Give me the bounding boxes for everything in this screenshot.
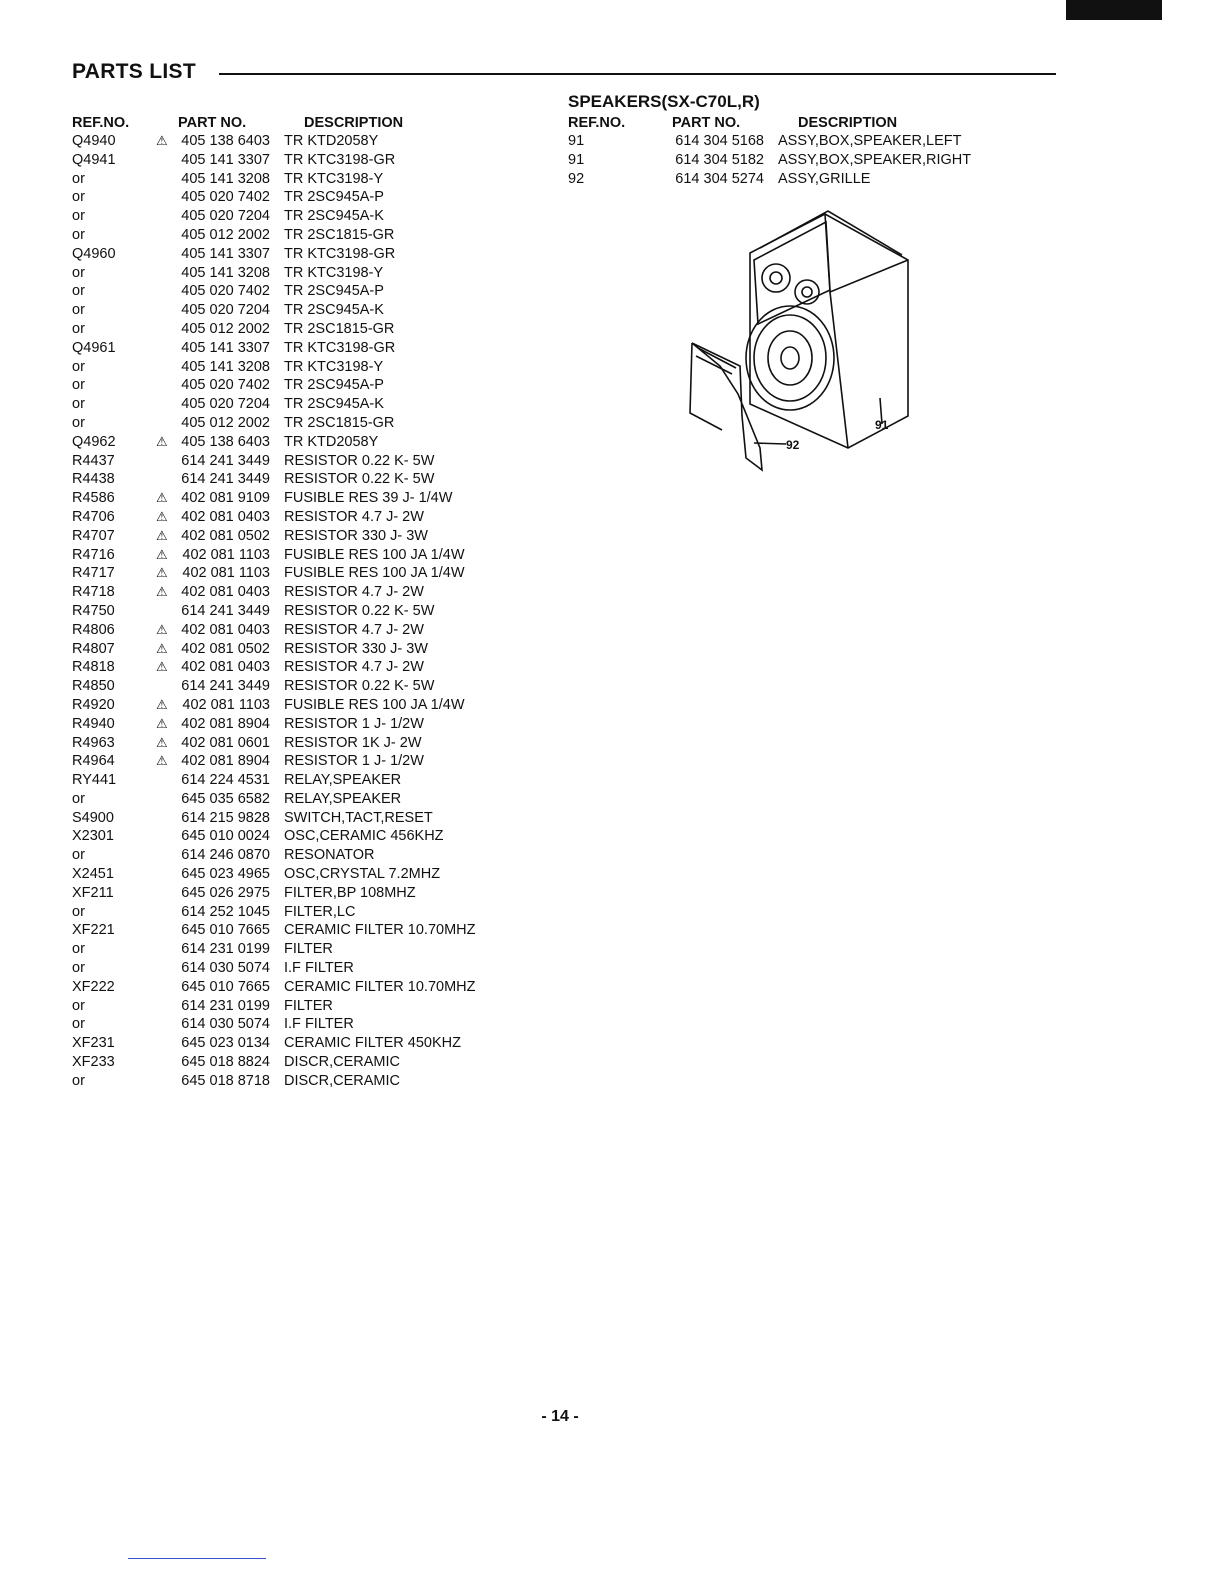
description: SWITCH,TACT,RESET <box>284 809 433 826</box>
ref-no: Q4962 <box>72 433 116 450</box>
table-row <box>72 170 542 189</box>
ref-no: X2301 <box>72 828 114 845</box>
part-no: 645 010 0024 <box>181 828 270 845</box>
description: DISCR,CERAMIC <box>284 1054 401 1071</box>
part-no: 402 081 0502 <box>181 527 270 544</box>
table-row <box>72 132 542 151</box>
tweeter-panel <box>754 222 830 324</box>
part-no: 405 020 7204 <box>181 208 270 225</box>
description: ASSY,BOX,SPEAKER,LEFT <box>778 133 962 149</box>
ref-no: or <box>72 960 85 977</box>
part-no: 405 141 3307 <box>181 339 270 356</box>
table-row <box>72 677 542 696</box>
description: TR 2SC945A-K <box>284 396 384 413</box>
part-no: 402 081 0403 <box>181 508 270 525</box>
table-row <box>72 696 542 715</box>
table-row <box>72 752 542 771</box>
part-no: 402 081 8904 <box>181 715 270 732</box>
table-row <box>72 903 542 922</box>
ref-no: or <box>72 396 85 413</box>
speakers-header-desc: DESCRIPTION <box>798 115 898 131</box>
description: TR KTC3198-GR <box>284 151 396 168</box>
ref-no: or <box>72 208 85 225</box>
table-row <box>72 188 542 207</box>
part-no: 645 010 7665 <box>181 978 270 995</box>
description: FUSIBLE RES 100 JA 1/4W <box>284 565 465 582</box>
part-no: 405 012 2002 <box>181 226 270 243</box>
part-no: 405 020 7402 <box>181 377 270 394</box>
ref-no: or <box>72 1072 85 1089</box>
table-row <box>72 320 542 339</box>
table-row <box>72 264 542 283</box>
table-row <box>72 339 542 358</box>
table-row <box>72 546 542 565</box>
ref-no: or <box>72 903 85 920</box>
description: TR KTC3198-Y <box>284 358 384 375</box>
ref-no: or <box>72 847 85 864</box>
table-row <box>72 827 542 846</box>
table-row <box>72 1072 542 1091</box>
part-no: 645 018 8824 <box>181 1054 270 1071</box>
safety-warning-icon: ⚠ <box>156 715 168 731</box>
part-no: 402 081 9109 <box>181 490 270 507</box>
table-row <box>72 527 542 546</box>
description: RESISTOR 4.7 J- 2W <box>284 621 424 638</box>
ref-no: Q4940 <box>72 133 116 149</box>
table-row <box>72 790 542 809</box>
ref-no: Q4941 <box>72 151 116 168</box>
description: TR KTC3198-Y <box>284 170 384 187</box>
safety-warning-icon: ⚠ <box>156 753 168 769</box>
title-rule <box>219 73 1056 75</box>
table-row <box>72 433 542 452</box>
description: ASSY,BOX,SPEAKER,RIGHT <box>778 151 972 168</box>
grille-panel <box>692 343 762 470</box>
table-row <box>72 489 542 508</box>
part-no: 614 231 0199 <box>181 997 270 1014</box>
part-no: 614 304 5274 <box>675 170 764 187</box>
safety-warning-icon: ⚠ <box>156 584 168 600</box>
ref-no: or <box>72 941 85 958</box>
description: DISCR,CERAMIC <box>284 1072 401 1089</box>
description: FILTER <box>284 941 333 958</box>
description: RESISTOR 0.22 K- 5W <box>284 678 435 695</box>
description: TR KTC3198-GR <box>284 245 396 262</box>
table-row <box>72 715 542 734</box>
table-row <box>72 640 542 659</box>
part-no: 614 304 5168 <box>675 133 764 149</box>
ref-no: R4920 <box>72 696 115 713</box>
table-row <box>72 1015 542 1034</box>
ref-no: or <box>72 414 85 431</box>
table-row <box>568 170 1008 189</box>
description: TR 2SC945A-K <box>284 302 384 319</box>
part-no: 614 231 0199 <box>181 941 270 958</box>
part-no: 402 081 0403 <box>181 659 270 676</box>
ref-no: 92 <box>568 170 585 187</box>
part-no: 402 081 8904 <box>181 753 270 770</box>
description: ASSY,GRILLE <box>778 170 871 187</box>
ref-no: R4586 <box>72 490 115 507</box>
main-parts-table <box>72 132 542 1091</box>
speakers-title: SPEAKERS(SX-C70L,R) <box>568 92 760 111</box>
description: TR KTD2058Y <box>284 133 379 149</box>
part-no: 405 141 3307 <box>181 245 270 262</box>
safety-warning-icon: ⚠ <box>156 696 168 712</box>
description: FUSIBLE RES 100 JA 1/4W <box>284 546 465 563</box>
ref-no: or <box>72 377 85 394</box>
table-row <box>72 809 542 828</box>
ref-no: R4718 <box>72 584 115 601</box>
part-no: 405 020 7204 <box>181 396 270 413</box>
table-row <box>72 959 542 978</box>
part-no: 405 138 6403 <box>181 133 270 149</box>
ref-no: R4807 <box>72 640 115 657</box>
part-no: 402 081 1103 <box>182 546 270 563</box>
speaker-exploded-diagram <box>680 208 920 473</box>
part-no: 405 138 6403 <box>181 433 270 450</box>
description: RESISTOR 4.7 J- 2W <box>284 508 424 525</box>
description: RESISTOR 1K J- 2W <box>284 734 422 751</box>
safety-warning-icon: ⚠ <box>156 546 168 562</box>
description: FILTER,BP 108MHZ <box>284 884 416 901</box>
safety-warning-icon: ⚠ <box>156 133 168 148</box>
bottom-rule <box>128 1558 266 1559</box>
table-row <box>72 395 542 414</box>
description: CERAMIC FILTER 10.70MHZ <box>284 978 476 995</box>
table-row <box>72 207 542 226</box>
description: FILTER,LC <box>284 903 356 920</box>
table-row <box>72 508 542 527</box>
ref-no: XF233 <box>72 1054 115 1071</box>
part-no: 402 081 0403 <box>181 621 270 638</box>
safety-warning-icon: ⚠ <box>156 433 168 449</box>
ref-no: R4717 <box>72 565 115 582</box>
part-no: 614 224 4531 <box>181 772 270 789</box>
description: TR 2SC1815-GR <box>284 320 395 337</box>
main-header-part: PART NO. <box>178 115 247 131</box>
speakers-header-ref: REF.NO. <box>568 115 626 131</box>
part-no: 645 035 6582 <box>181 790 270 807</box>
part-no: 614 241 3449 <box>181 602 270 619</box>
ref-no: or <box>72 1016 85 1033</box>
table-row <box>72 1053 542 1072</box>
ref-no: 91 <box>568 133 585 149</box>
table-row <box>72 621 542 640</box>
description: RESISTOR 330 J- 3W <box>284 527 428 544</box>
ref-no: R4437 <box>72 452 115 469</box>
ref-no: X2451 <box>72 866 114 883</box>
table-row <box>72 884 542 903</box>
table-row <box>72 358 542 377</box>
table-row <box>72 226 542 245</box>
ref-no: 91 <box>568 151 585 168</box>
ref-no: R4818 <box>72 659 115 676</box>
part-no: 405 020 7204 <box>181 302 270 319</box>
ref-no: RY441 <box>72 772 117 789</box>
part-no: 405 020 7402 <box>181 189 270 206</box>
part-no: 614 030 5074 <box>181 960 270 977</box>
title-row <box>72 58 1056 88</box>
ref-no: or <box>72 264 85 281</box>
part-no: 402 081 0601 <box>181 734 270 751</box>
table-row <box>72 940 542 959</box>
part-no: 645 023 0134 <box>181 1035 270 1052</box>
ref-no: XF222 <box>72 978 115 995</box>
description: RESISTOR 4.7 J- 2W <box>284 659 424 676</box>
safety-warning-icon: ⚠ <box>156 508 168 524</box>
part-no: 402 081 0502 <box>181 640 270 657</box>
description: CERAMIC FILTER 10.70MHZ <box>284 922 476 939</box>
safety-warning-icon: ⚠ <box>156 659 168 675</box>
corner-tab-mark <box>1066 0 1162 20</box>
safety-warning-icon: ⚠ <box>156 640 168 656</box>
safety-warning-icon: ⚠ <box>156 734 168 750</box>
description: RESISTOR 1 J- 1/2W <box>284 715 424 732</box>
table-row <box>72 564 542 583</box>
safety-warning-icon: ⚠ <box>156 621 168 637</box>
ref-no: or <box>72 302 85 319</box>
table-row <box>72 921 542 940</box>
part-no: 405 012 2002 <box>181 414 270 431</box>
table-row <box>72 997 542 1016</box>
table-row <box>72 301 542 320</box>
table-row <box>72 978 542 997</box>
description: TR 2SC945A-K <box>284 208 384 225</box>
safety-warning-icon: ⚠ <box>156 490 168 506</box>
part-no: 645 023 4965 <box>181 866 270 883</box>
part-no: 614 030 5074 <box>181 1016 270 1033</box>
part-no: 405 141 3307 <box>181 151 270 168</box>
ref-no: or <box>72 170 85 187</box>
table-row <box>72 470 542 489</box>
part-no: 614 252 1045 <box>181 903 270 920</box>
table-row <box>568 151 1008 170</box>
table-row <box>72 846 542 865</box>
ref-no: or <box>72 790 85 807</box>
ref-no: Q4961 <box>72 339 116 356</box>
part-no: 405 141 3208 <box>181 264 270 281</box>
part-no: 405 012 2002 <box>181 320 270 337</box>
ref-no: R4750 <box>72 602 115 619</box>
description: I.F FILTER <box>284 960 354 977</box>
part-no: 405 141 3208 <box>181 170 270 187</box>
part-no: 405 141 3208 <box>181 358 270 375</box>
table-row <box>72 376 542 395</box>
part-no: 645 010 7665 <box>181 922 270 939</box>
part-no: 402 081 0403 <box>181 584 270 601</box>
description: RESISTOR 4.7 J- 2W <box>284 584 424 601</box>
description: TR 2SC945A-P <box>284 377 384 394</box>
safety-warning-icon: ⚠ <box>156 565 168 581</box>
speakers-table <box>568 132 1008 188</box>
ref-no: or <box>72 226 85 243</box>
description: TR 2SC945A-P <box>284 189 384 206</box>
ref-no: XF211 <box>72 884 114 901</box>
description: OSC,CRYSTAL 7.2MHZ <box>284 866 441 883</box>
speakers-header-part: PART NO. <box>672 115 741 131</box>
table-row <box>72 414 542 433</box>
description: RESISTOR 0.22 K- 5W <box>284 452 435 469</box>
description: RESISTOR 1 J- 1/2W <box>284 753 424 770</box>
table-row <box>72 245 542 264</box>
table-row <box>568 132 1008 151</box>
description: FUSIBLE RES 100 JA 1/4W <box>284 696 465 713</box>
woofer-cone <box>768 331 812 385</box>
description: RELAY,SPEAKER <box>284 790 402 807</box>
table-row <box>72 865 542 884</box>
description: TR KTC3198-Y <box>284 264 384 281</box>
main-header-desc: DESCRIPTION <box>304 115 404 131</box>
ref-no: R4707 <box>72 527 115 544</box>
ref-no: R4940 <box>72 715 115 732</box>
ref-no: or <box>72 283 85 300</box>
part-no: 645 026 2975 <box>181 884 270 901</box>
ref-no: R4706 <box>72 508 115 525</box>
description: TR 2SC1815-GR <box>284 226 395 243</box>
table-row <box>72 583 542 602</box>
description: FILTER <box>284 997 333 1014</box>
table-row <box>72 1034 542 1053</box>
ref-no: or <box>72 358 85 375</box>
label-91: 91 <box>875 418 889 432</box>
table-row <box>72 734 542 753</box>
ref-no: XF221 <box>72 922 115 939</box>
description: TR KTD2058Y <box>284 433 379 450</box>
description: FUSIBLE RES 39 J- 1/4W <box>284 490 453 507</box>
table-row <box>72 602 542 621</box>
ref-no: R4716 <box>72 546 115 563</box>
part-no: 614 304 5182 <box>675 151 764 168</box>
part-no: 402 081 1103 <box>182 696 270 713</box>
ref-no: R4964 <box>72 753 115 770</box>
table-row <box>72 658 542 677</box>
description: RESONATOR <box>284 847 375 864</box>
part-no: 614 246 0870 <box>181 847 270 864</box>
description: RESISTOR 0.22 K- 5W <box>284 471 435 488</box>
part-no: 614 215 9828 <box>181 809 270 826</box>
description: OSC,CERAMIC 456KHZ <box>284 828 444 845</box>
main-header-ref: REF.NO. <box>72 115 130 131</box>
ref-no: R4963 <box>72 734 115 751</box>
description: TR 2SC945A-P <box>284 283 384 300</box>
part-no: 402 081 1103 <box>182 565 270 582</box>
ref-no: XF231 <box>72 1035 115 1052</box>
ref-no: or <box>72 189 85 206</box>
table-row <box>72 282 542 301</box>
description: RESISTOR 0.22 K- 5W <box>284 602 435 619</box>
description: I.F FILTER <box>284 1016 354 1033</box>
ref-no: R4850 <box>72 678 115 695</box>
part-no: 645 018 8718 <box>181 1072 270 1089</box>
table-row <box>72 771 542 790</box>
part-no: 614 241 3449 <box>181 471 270 488</box>
leader-92 <box>754 443 786 444</box>
page-title: PARTS LIST <box>72 60 196 83</box>
table-row <box>72 452 542 471</box>
part-no: 614 241 3449 <box>181 452 270 469</box>
label-92: 92 <box>786 438 800 452</box>
tweeter-left <box>762 264 790 292</box>
ref-no: R4806 <box>72 621 115 638</box>
woofer-outer <box>746 306 834 410</box>
part-no: 614 241 3449 <box>181 678 270 695</box>
description: TR KTC3198-GR <box>284 339 396 356</box>
description: RESISTOR 330 J- 3W <box>284 640 428 657</box>
part-no: 405 020 7402 <box>181 283 270 300</box>
ref-no: S4900 <box>72 809 114 826</box>
ref-no: R4438 <box>72 471 115 488</box>
safety-warning-icon: ⚠ <box>156 527 168 543</box>
description: CERAMIC FILTER 450KHZ <box>284 1035 461 1052</box>
ref-no: or <box>72 320 85 337</box>
ref-no: or <box>72 997 85 1014</box>
page-number: - 14 - <box>541 1408 579 1425</box>
ref-no: Q4960 <box>72 245 116 262</box>
description: RELAY,SPEAKER <box>284 772 402 789</box>
description: TR 2SC1815-GR <box>284 414 395 431</box>
table-row <box>72 151 542 170</box>
